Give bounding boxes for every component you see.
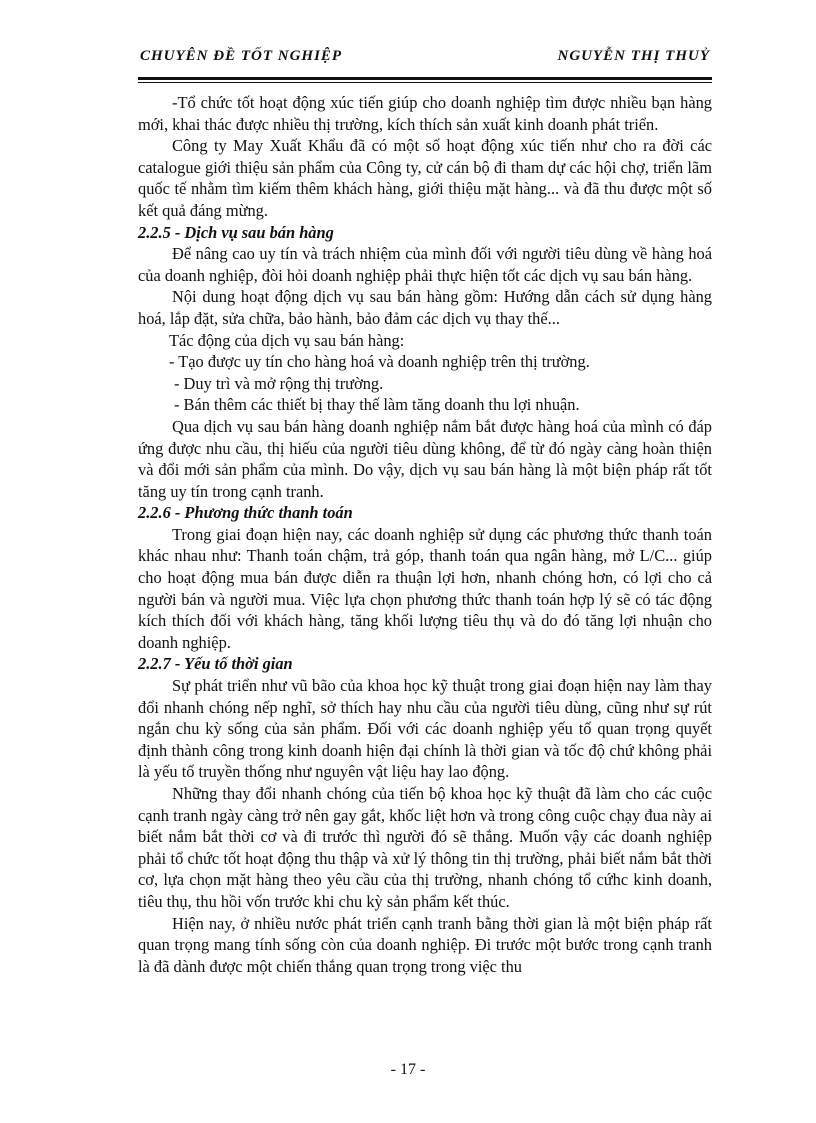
list-item: - Duy trì và mở rộng thị trường. bbox=[174, 373, 384, 393]
list-item: - Tạo được uy tín cho hàng hoá và doanh nghiệp trên thị trường. bbox=[169, 352, 590, 372]
list-title: Tác động của dịch vụ sau bán hàng: bbox=[169, 330, 405, 350]
page-header bbox=[140, 48, 710, 72]
document-body bbox=[138, 92, 712, 977]
section-heading: 2.2.7 - Yếu tố thời gian bbox=[138, 654, 293, 674]
section-heading: 2.2.6 - Phương thức thanh toán bbox=[138, 503, 353, 523]
list-item: - Bán thêm các thiết bị thay thế làm tăng doanh thu lợi nhuận. bbox=[174, 395, 580, 415]
paragraph: Những thay đổi nhanh chóng của tiến bộ khoa học kỹ thuật đã làm cho các cuộc cạnh tranh ngày càng trở nên gay gắt, khốc liệt hơn và trong công cuộc chạy đua này ai biết nắm bắt thời cơ và đi trước thì người đó sẽ thắng. Muốn vậy các doanh nghiệp phải tổ chức tốt hoạt động thu thập và xử lý thông tin thị trường, phải biết nắm bắt thời cơ, lựa chọn mặt hàng theo yêu cầu của thị trường, nhanh chóng tổ cứhc kinh doanh, tiêu thụ, thu hồi vốn trước khi chu kỳ sản phẩm kết thúc. bbox=[138, 784, 712, 911]
paragraph: Để nâng cao uy tín và trách nhiệm của mình đối với người tiêu dùng về hàng hoá của doanh nghiệp, đòi hỏi doanh nghiệp phải thực hiện tốt các dịch vụ sau bán hàng. bbox=[138, 244, 712, 285]
paragraph: -Tổ chức tốt hoạt động xúc tiến giúp cho doanh nghiệp tìm được nhiều bạn hàng mới, khai thác được nhiều thị trường, kích thích sản xuất kinh doanh phát triển. bbox=[138, 93, 712, 134]
paragraph: Sự phát triển như vũ bão của khoa học kỹ thuật trong giai đoạn hiện nay làm thay đổi nhanh chóng nếp nghĩ, sở thích hay nhu cầu của người tiêu dùng, cũng như sự rút ngắn chu kỳ sống của sản phẩm. Đối với các doanh nghiệp yếu tố quan trọng quyết định thành công trong kinh doanh hiện đại chính là thời gian và tốc độ chứ không phải là yếu tố truyền thống như nguyên vật liệu hay lao động. bbox=[138, 676, 712, 782]
header-right-author: NGUYỄN THỊ THUỶ bbox=[557, 48, 710, 64]
paragraph: Trong giai đoạn hiện nay, các doanh nghiệp sử dụng các phương thức thanh toán khác nhau như: Thanh toán chậm, trả góp, thanh toán qua ngân hàng, mở L/C... giúp cho hoạt động mua bán được diễn ra thuận lợi hơn, nhanh chóng hơn, có lợi cho cả người bán và người mua. Việc lựa chọn phương thức thanh toán hợp lý sẽ có tác động kích thích đối với khách hàng, tăng khối lượng tiêu thụ và do đó tăng lợi nhuận cho doanh nghiệp. bbox=[138, 524, 712, 652]
header-left-title: CHUYÊN ĐỀ TỐT NGHIỆP bbox=[140, 48, 343, 64]
paragraph: Qua dịch vụ sau bán hàng doanh nghiệp nắm bắt được hàng hoá của mình có đáp ứng được nhu cầu, thị hiếu của người tiêu dùng không, để từ đó ngày càng hoàn thiện và đổi mới sản phẩm của mình. Do vậy, dịch vụ sau bán hàng là một biện pháp rất tốt tăng uy tín trong cạnh tranh. bbox=[138, 416, 712, 501]
page-number: - 17 - bbox=[390, 1061, 426, 1078]
paragraph: Công ty May Xuất Khẩu đã có một số hoạt động xúc tiến như cho ra đời các catalogue giới thiệu sản phẩm của Công ty, cử cán bộ đi tham dự các hội chợ, triển lãm quốc tế nhằm tìm kiếm thêm khách hàng, giới thiệu mặt hàng... và đã thu được một số kết quả đáng mừng. bbox=[138, 136, 712, 220]
header-rule-thick bbox=[138, 77, 712, 80]
paragraph: Hiện nay, ở nhiều nước phát triển cạnh tranh bằng thời gian là một biện pháp rất quan trọng mang tính sống còn của doanh nghiệp. Đi trước một bước trong cạnh tranh là đã dành được một chiến thắng quan trọng trong việc thu bbox=[138, 913, 712, 976]
section-heading: 2.2.5 - Dịch vụ sau bán hàng bbox=[138, 222, 334, 242]
header-rule-thin bbox=[138, 82, 712, 83]
paragraph: Nội dung hoạt động dịch vụ sau bán hàng gồm: Hướng dẫn cách sử dụng hàng hoá, lắp đặt, sửa chữa, bảo hành, bảo đảm các dịch vụ thay thế... bbox=[138, 287, 712, 328]
